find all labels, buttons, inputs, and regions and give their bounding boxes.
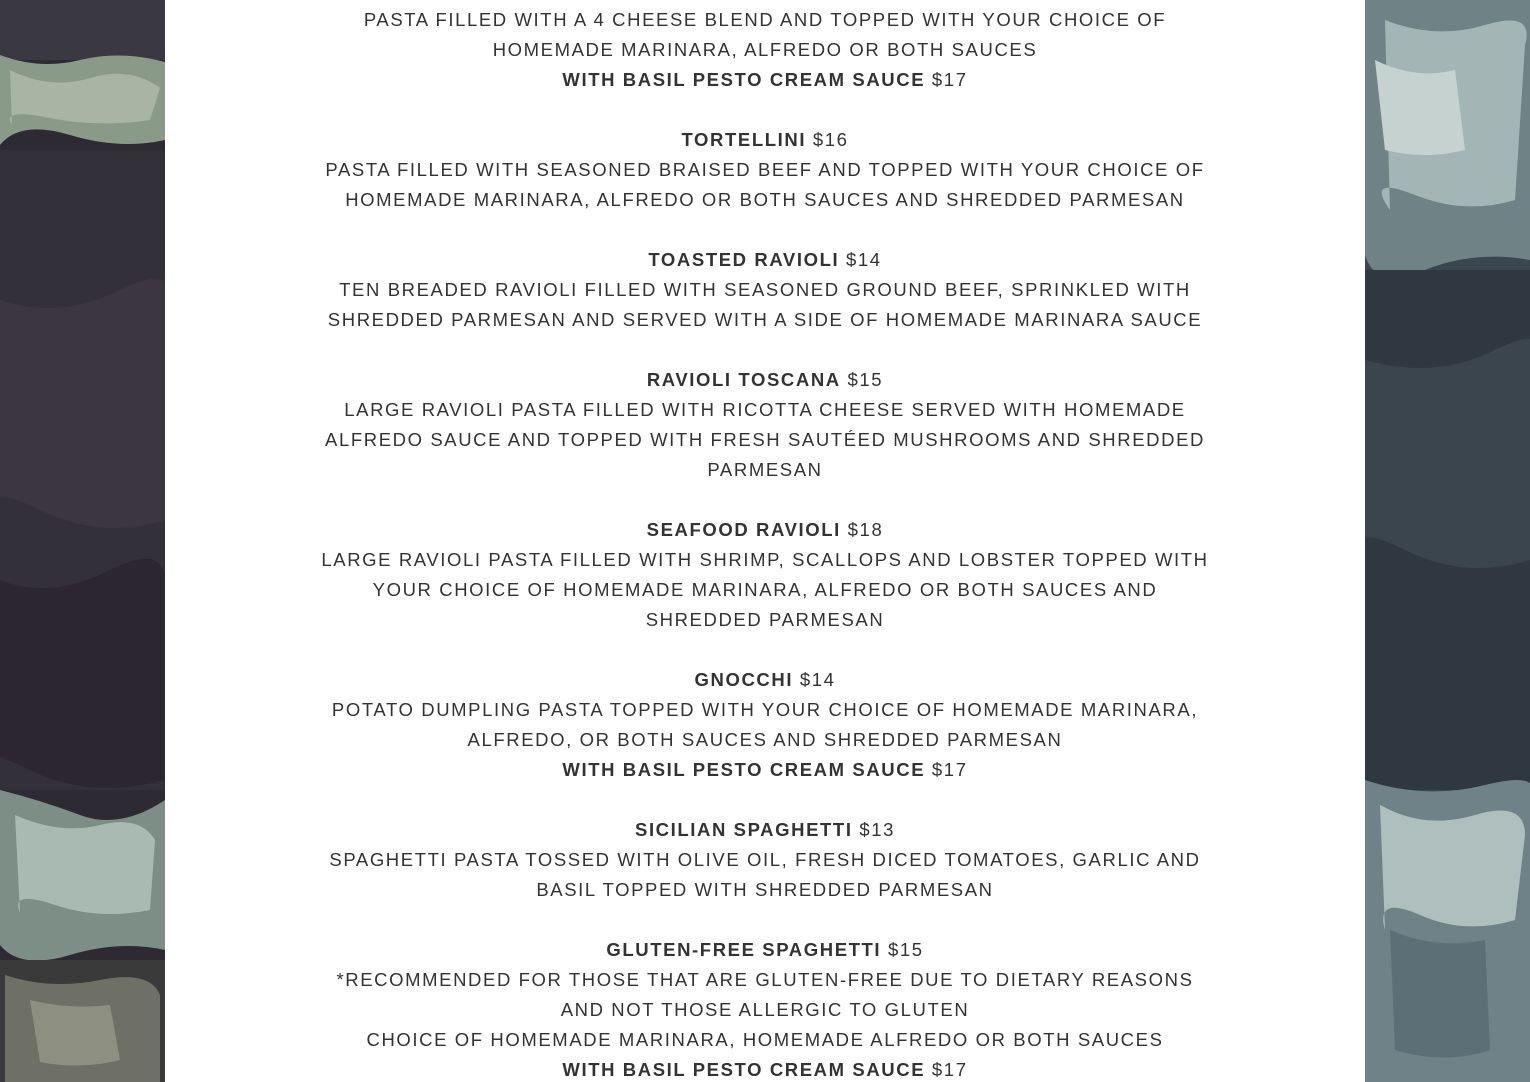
menu-content bbox=[315, 5, 1215, 1082]
stone-wall-left bbox=[0, 0, 165, 1082]
item-price: $18 bbox=[847, 519, 884, 540]
item-price: $14 bbox=[799, 669, 836, 690]
sicilian-spaghetti-description: SPAGHETTI PASTA TOSSED WITH OLIVE OIL, FRESH DICED TOMATOES, GARLIC AND BASIL TOPPED WITH SHREDDED PARMESAN bbox=[329, 849, 1201, 900]
toasted-ravioli-description: TEN BREADED RAVIOLI FILLED WITH SEASONED GROUND BEEF, SPRINKLED WITH SHREDDED PARMESAN AND SERVED WITH A SIDE OF HOMEMADE MARINARA SAUCE bbox=[327, 279, 1203, 330]
item-name: TOASTED RAVIOLI bbox=[648, 249, 840, 270]
tortellini-title bbox=[315, 125, 1215, 155]
ravioli-toscana-title bbox=[315, 365, 1215, 395]
seafood-ravioli-description: LARGE RAVIOLI PASTA FILLED WITH SHRIMP, SCALLOPS AND LOBSTER TOPPED WITH YOUR CHOICE OF HOMEMADE MARINARA, ALFREDO OR BOTH SAUCES AND SHREDDED PARMESAN bbox=[321, 549, 1209, 630]
seafood-ravioli-title bbox=[315, 515, 1215, 545]
gluten-free-spaghetti-title bbox=[315, 935, 1215, 965]
item-price: $13 bbox=[859, 819, 895, 840]
item-name: SICILIAN SPAGHETTI bbox=[635, 819, 853, 840]
item-price: $16 bbox=[812, 129, 849, 150]
ravioli-pesto-upgrade bbox=[315, 65, 1215, 95]
item-price: $14 bbox=[845, 249, 882, 270]
item-name: GLUTEN-FREE SPAGHETTI bbox=[606, 939, 882, 960]
gluten-free-note: *RECOMMENDED FOR THOSE THAT ARE GLUTEN-FREE DUE TO DIETARY REASONS AND NOT THOSE ALLERGIC TO GLUTEN bbox=[336, 969, 1194, 1020]
gnocchi-description: POTATO DUMPLING PASTA TOPPED WITH YOUR CHOICE OF HOMEMADE MARINARA, ALFREDO, OR BOTH SAUCES AND SHREDDED PARMESAN bbox=[331, 699, 1199, 750]
gluten-free-pesto-upgrade bbox=[315, 1055, 1215, 1082]
pesto-upgrade-price: $17 bbox=[931, 759, 968, 780]
pesto-upgrade-label: WITH BASIL PESTO CREAM SAUCE bbox=[562, 69, 926, 90]
ravioli-description: PASTA FILLED WITH A 4 CHEESE BLEND AND TOPPED WITH YOUR CHOICE OF HOMEMADE MARINARA, ALFREDO OR BOTH SAUCES bbox=[363, 9, 1167, 60]
pesto-upgrade-price: $17 bbox=[931, 69, 968, 90]
stone-wall-right bbox=[1365, 0, 1530, 1082]
item-name: TORTELLINI bbox=[681, 129, 807, 150]
ravioli-toscana-description: LARGE RAVIOLI PASTA FILLED WITH RICOTTA CHEESE SERVED WITH HOMEMADE ALFREDO SAUCE AND TOPPED WITH FRESH SAUTÉED MUSHROOMS AND SHREDDED PARMESAN bbox=[325, 399, 1205, 480]
item-name: SEAFOOD RAVIOLI bbox=[646, 519, 841, 540]
pesto-upgrade-label: WITH BASIL PESTO CREAM SAUCE bbox=[562, 759, 926, 780]
pesto-upgrade-price: $17 bbox=[931, 1059, 968, 1080]
toasted-ravioli-title bbox=[315, 245, 1215, 275]
menu-panel bbox=[165, 0, 1365, 1082]
sicilian-spaghetti-title bbox=[315, 815, 1215, 845]
gluten-free-spaghetti-description: CHOICE OF HOMEMADE MARINARA, HOMEMADE ALFREDO OR BOTH SAUCES bbox=[366, 1029, 1164, 1050]
gnocchi-title bbox=[315, 665, 1215, 695]
pesto-upgrade-label: WITH BASIL PESTO CREAM SAUCE bbox=[562, 1059, 926, 1080]
tortellini-description: PASTA FILLED WITH SEASONED BRAISED BEEF AND TOPPED WITH YOUR CHOICE OF HOMEMADE MARINARA, ALFREDO OR BOTH SAUCES AND SHREDDED PARMESAN bbox=[325, 159, 1205, 210]
item-price: $15 bbox=[887, 939, 924, 960]
item-name: GNOCCHI bbox=[694, 669, 794, 690]
gnocchi-pesto-upgrade bbox=[315, 755, 1215, 785]
item-name: RAVIOLI TOSCANA bbox=[646, 369, 841, 390]
item-price: $15 bbox=[847, 369, 884, 390]
